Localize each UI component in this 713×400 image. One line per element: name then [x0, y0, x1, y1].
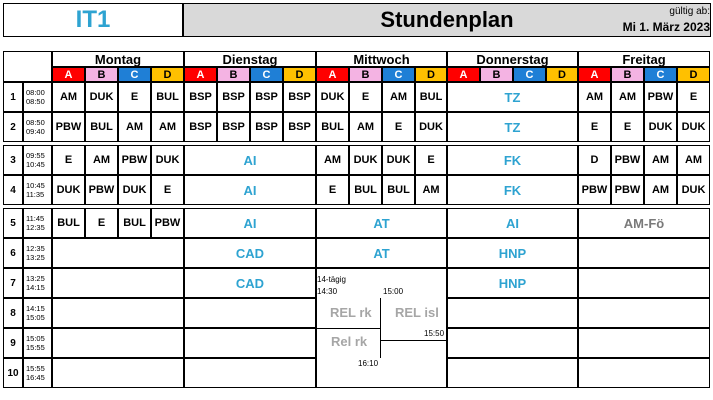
subject-cell: E	[415, 145, 447, 175]
subject-cell: PBW	[118, 145, 151, 175]
page-title: Stundenplan	[380, 7, 514, 32]
empty-cell	[184, 298, 316, 328]
subject-block: HNP	[447, 268, 578, 298]
period-end: 11:35	[26, 190, 45, 199]
empty-cell	[578, 358, 710, 388]
group-header-mo-d: D	[151, 67, 184, 82]
subject-cell: AM	[382, 82, 415, 112]
period-start: 10:45	[26, 181, 45, 190]
group-header-di-b: B	[217, 67, 250, 82]
period-end: 10:45	[26, 160, 45, 169]
period-number: 7	[3, 268, 23, 298]
group-header-di-d: D	[283, 67, 316, 82]
subject-cell: BSP	[283, 112, 316, 142]
subject-cell: BUL	[85, 112, 118, 142]
group-header-do-d: D	[546, 67, 578, 82]
period-number: 9	[3, 328, 23, 358]
subject-cell: DUK	[52, 175, 85, 205]
subject-cell: BSP	[184, 82, 217, 112]
time-note: 15:50	[424, 329, 445, 338]
subject-block: AT	[316, 238, 447, 268]
period-number: 8	[3, 298, 23, 328]
time-note: 15:00	[383, 287, 404, 296]
subject-cell: E	[52, 145, 85, 175]
period-end: 12:35	[26, 223, 45, 232]
time-note: 16:10	[358, 359, 379, 368]
subject-block: FK	[447, 175, 578, 205]
subject-cell: BSP	[283, 82, 316, 112]
period-end: 09:40	[26, 127, 45, 136]
period-number: 3	[3, 145, 23, 175]
subject-cell: AM	[316, 145, 349, 175]
subject-cell: E	[118, 82, 151, 112]
subject-cell: E	[382, 112, 415, 142]
subject-block: HNP	[447, 238, 578, 268]
subject-cell: DUK	[677, 175, 710, 205]
subject-cell: DUK	[316, 82, 349, 112]
subject-cell: BUL	[316, 112, 349, 142]
subject-cell: DUK	[85, 82, 118, 112]
empty-cell	[447, 298, 578, 328]
empty-cell	[184, 328, 316, 358]
period-time	[23, 145, 52, 175]
subject-cell: BUL	[118, 208, 151, 238]
period-end: 14:15	[26, 283, 45, 292]
subject-cell: E	[151, 175, 184, 205]
period-start: 11:45	[26, 214, 45, 223]
subject-cell: D	[578, 145, 611, 175]
day-header-mo: Montag	[52, 51, 184, 67]
period-number: 5	[3, 208, 23, 238]
subject-cell: BUL	[151, 82, 184, 112]
valid-label: gültig ab:	[669, 5, 710, 17]
period-start: 15:05	[26, 334, 45, 343]
divider	[380, 298, 381, 358]
group-header-mi-a: A	[316, 67, 349, 82]
subject-block: TZ	[447, 82, 578, 112]
empty-cell	[578, 328, 710, 358]
group-header-fr-a: A	[578, 67, 611, 82]
period-start: 12:35	[26, 244, 45, 253]
subject-cell: PBW	[611, 175, 644, 205]
group-header-fr-c: C	[644, 67, 677, 82]
subject-cell: DUK	[415, 112, 447, 142]
rel-rk2-label: Rel rk	[331, 334, 368, 349]
empty-cell	[52, 298, 184, 328]
subject-cell: AM	[118, 112, 151, 142]
subject-block: CAD	[184, 268, 316, 298]
subject-block: FK	[447, 145, 578, 175]
empty-cell	[52, 358, 184, 388]
subject-cell: PBW	[52, 112, 85, 142]
period-time	[23, 358, 52, 388]
group-header-mi-c: C	[382, 67, 415, 82]
time-note: 14:30	[317, 287, 338, 296]
empty-cell	[52, 238, 184, 268]
subject-cell: PBW	[85, 175, 118, 205]
empty-cell	[52, 328, 184, 358]
period-end: 13:25	[26, 253, 45, 262]
subject-cell: BUL	[52, 208, 85, 238]
empty-cell	[578, 298, 710, 328]
corner-cell	[3, 51, 52, 82]
period-start: 14:15	[26, 304, 45, 313]
subject-cell: BSP	[217, 112, 250, 142]
class-name: IT1	[75, 6, 111, 33]
period-time	[23, 175, 52, 205]
subject-cell: AM	[85, 145, 118, 175]
group-header-di-a: A	[184, 67, 217, 82]
period-time	[23, 298, 52, 328]
subject-cell: PBW	[151, 208, 184, 238]
subject-cell: DUK	[644, 112, 677, 142]
subject-cell: AM	[151, 112, 184, 142]
empty-cell	[447, 328, 578, 358]
subject-cell: DUK	[151, 145, 184, 175]
day-header-mi: Mittwoch	[316, 51, 447, 67]
period-start: 15:55	[26, 364, 45, 373]
subject-cell: BSP	[184, 112, 217, 142]
empty-cell	[447, 358, 578, 388]
subject-block: AT	[316, 208, 447, 238]
period-number: 6	[3, 238, 23, 268]
subject-cell: PBW	[578, 175, 611, 205]
subject-cell: BUL	[415, 82, 447, 112]
empty-cell	[184, 358, 316, 388]
subject-cell: AM	[611, 82, 644, 112]
group-header-mo-c: C	[118, 67, 151, 82]
subject-cell: BSP	[250, 112, 283, 142]
empty-cell	[52, 268, 184, 298]
subject-cell: BSP	[217, 82, 250, 112]
period-number: 4	[3, 175, 23, 205]
period-start: 13:25	[26, 274, 45, 283]
subject-cell: DUK	[118, 175, 151, 205]
period-time	[23, 208, 52, 238]
empty-cell	[578, 238, 710, 268]
subject-cell: AM	[415, 175, 447, 205]
subject-cell: BUL	[349, 175, 382, 205]
period-end: 16:45	[26, 373, 45, 382]
period-end: 15:55	[26, 343, 45, 352]
group-header-fr-b: B	[611, 67, 644, 82]
subject-cell: DUK	[382, 145, 415, 175]
subject-block: AI	[184, 175, 316, 205]
subject-block: AI	[447, 208, 578, 238]
subject-cell: BSP	[250, 82, 283, 112]
group-header-mo-a: A	[52, 67, 85, 82]
subject-cell: AM	[52, 82, 85, 112]
period-number: 1	[3, 82, 23, 112]
group-header-mo-b: B	[85, 67, 118, 82]
subject-cell: AM	[644, 145, 677, 175]
subject-cell: E	[316, 175, 349, 205]
subject-block: AI	[184, 208, 316, 238]
period-end: 15:05	[26, 313, 45, 322]
subject-cell: PBW	[611, 145, 644, 175]
period-time	[23, 238, 52, 268]
subject-cell: BUL	[382, 175, 415, 205]
period-start: 08:00	[26, 88, 45, 97]
subject-block: CAD	[184, 238, 316, 268]
group-header-mi-b: B	[349, 67, 382, 82]
period-time	[23, 112, 52, 142]
subject-block: TZ	[447, 112, 578, 142]
subject-cell: E	[677, 82, 710, 112]
period-time	[23, 328, 52, 358]
biweekly-note: 14-tägig	[317, 275, 346, 284]
group-header-mi-d: D	[415, 67, 447, 82]
period-time	[23, 268, 52, 298]
day-header-do: Donnerstag	[447, 51, 578, 67]
subject-cell: AM	[677, 145, 710, 175]
empty-cell	[578, 268, 710, 298]
group-header-di-c: C	[250, 67, 283, 82]
period-number: 10	[3, 358, 23, 388]
period-time	[23, 82, 52, 112]
subject-cell: AM	[578, 82, 611, 112]
period-start: 08:50	[26, 118, 45, 127]
subject-cell: DUK	[349, 145, 382, 175]
group-header-do-c: C	[513, 67, 546, 82]
subject-cell: DUK	[677, 112, 710, 142]
divider	[316, 328, 380, 329]
group-header-do-b: B	[480, 67, 513, 82]
subject-block: AI	[184, 145, 316, 175]
subject-cell: E	[578, 112, 611, 142]
period-end: 08:50	[26, 97, 45, 106]
rel-isl-label: REL isl	[395, 305, 439, 320]
subject-cell: AM	[349, 112, 382, 142]
day-header-di: Dienstag	[184, 51, 316, 67]
group-header-fr-d: D	[677, 67, 710, 82]
subject-cell: E	[85, 208, 118, 238]
subject-cell: E	[611, 112, 644, 142]
valid-date: Mi 1. März 2023	[622, 19, 710, 34]
subject-cell: PBW	[644, 82, 677, 112]
divider	[380, 340, 447, 341]
period-start: 09:55	[26, 151, 45, 160]
group-header-do-a: A	[447, 67, 480, 82]
subject-cell: E	[349, 82, 382, 112]
subject-cell: AM	[644, 175, 677, 205]
day-header-fr: Freitag	[578, 51, 710, 67]
period-number: 2	[3, 112, 23, 142]
subject-block: AM-Fö	[578, 208, 710, 238]
rel-rk-label: REL rk	[330, 305, 372, 320]
